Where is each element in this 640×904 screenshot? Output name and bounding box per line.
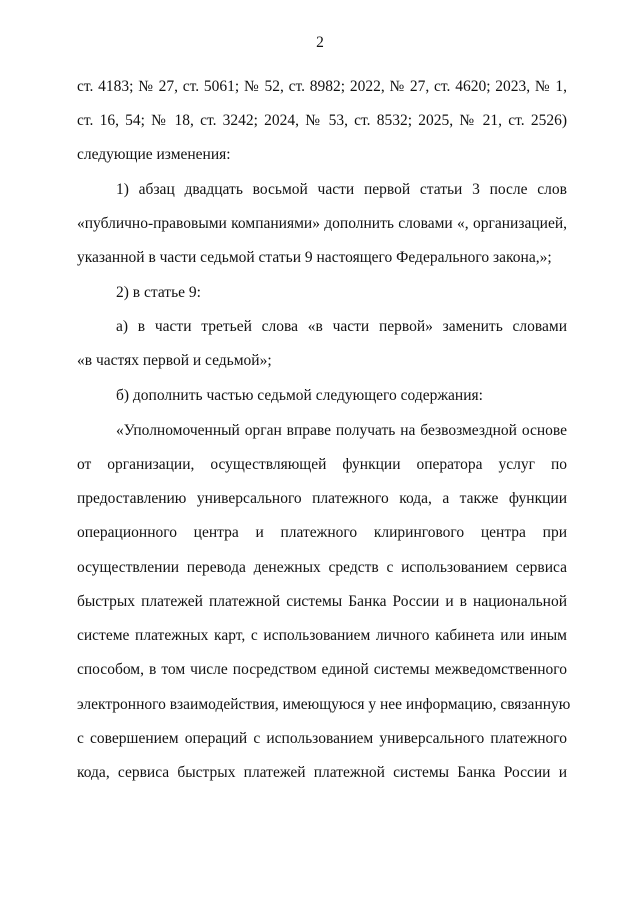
text-line: электронного взаимодействия, имеющуюся у нее информацию, связанную — [77, 696, 571, 713]
text-line: 2) в статье 9: — [116, 284, 201, 301]
text-line: системе платежных карт, с использованием личного кабинета или иным — [77, 627, 567, 644]
text-line: осуществлении перевода денежных средств с использованием сервиса — [77, 559, 567, 576]
text-line: ст. 16, 54; № 18, ст. 3242; 2024, № 53, ст. 8532; 2025, № 21, ст. 2526) — [77, 112, 567, 129]
text-line: ст. 4183; № 27, ст. 5061; № 52, ст. 8982; 2022, № 27, ст. 4620; 2023, № 1, — [77, 78, 567, 95]
text-line: а) в части третьей слова «в части первой» заменить словами — [116, 318, 567, 335]
text-line: способом, в том числе посредством единой системы межведомственного — [77, 661, 567, 678]
text-line: быстрых платежей платежной системы Банка России и в национальной — [77, 593, 567, 610]
text-line: предоставлению универсального платежного кода, а также функции — [77, 490, 567, 507]
text-line: «в частях первой и седьмой»; — [77, 352, 272, 369]
text-line: с совершением операций с использованием универсального платежного — [77, 730, 567, 747]
text-line: указанной в части седьмой статьи 9 настоящего Федерального закона,»; — [77, 249, 552, 266]
text-line: б) дополнить частью седьмой следующего содержания: — [116, 387, 483, 404]
text-line: «Уполномоченный орган вправе получать на безвозмездной основе — [116, 422, 567, 439]
page-number: 2 — [316, 34, 324, 51]
text-line: операционного центра и платежного клирингового центра при — [77, 524, 567, 541]
text-line: кода, сервиса быстрых платежей платежной системы Банка России и — [77, 764, 567, 781]
text-line: от организации, осуществляющей функции оператора услуг по — [77, 456, 567, 473]
text-line: «публично-правовыми компаниями» дополнить словами «, организацией, — [77, 215, 567, 232]
text-line: следующие изменения: — [77, 146, 231, 163]
text-line: 1) абзац двадцать восьмой части первой статьи 3 после слов — [116, 181, 567, 198]
